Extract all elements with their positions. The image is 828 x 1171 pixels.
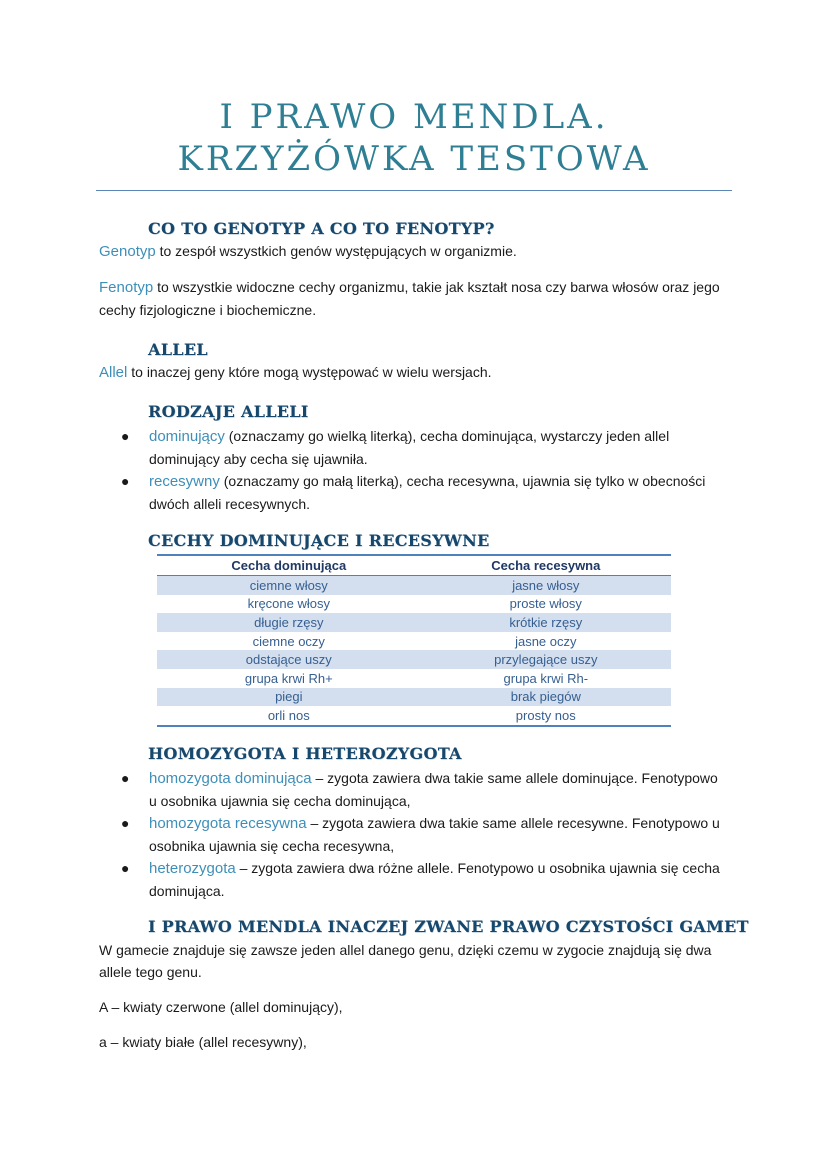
list-item-text: (oznaczamy go małą literką), cecha recesywna, ujawnia się tylko w obecności dwóch alleli recesywnych. bbox=[149, 473, 706, 512]
heading-rodzaje-alleli: RODZAJE ALLELI bbox=[148, 402, 309, 421]
table-cell: brak piegów bbox=[421, 688, 671, 707]
list-item-text: – zygota zawiera dwa takie same allele recesywne. Fenotypowo u osobnika ujawnia się cecha recesywna, bbox=[149, 815, 720, 854]
heading-homozygota: HOMOZYGOTA I HETEROZYGOTA bbox=[148, 744, 462, 763]
bullet-icon: ● bbox=[121, 860, 130, 876]
heading-allel: ALLEL bbox=[148, 340, 208, 359]
column-header-dominant: Cecha dominująca bbox=[157, 555, 421, 576]
list-item bbox=[121, 470, 706, 515]
genotyp-text: to zespół wszystkich genów występujących w organizmie. bbox=[155, 243, 517, 259]
list-item-text: – zygota zawiera dwa takie same allele dominujące. Fenotypowo u osobnika ujawnia się cecha dominująca, bbox=[149, 770, 718, 809]
term-homozygota-dominujaca: homozygota dominująca bbox=[149, 770, 312, 787]
table-row bbox=[157, 576, 671, 595]
zygote-types-list bbox=[121, 767, 726, 902]
allel-text: to inaczej geny które mogą występować w wielu wersjach. bbox=[127, 364, 492, 380]
law-paragraph: W gamecie znajduje się zawsze jeden allel danego genu, dzięki czemu w zygocie znajdują się dwa allele tego genu. bbox=[99, 942, 712, 980]
table-cell: proste włosy bbox=[509, 596, 582, 612]
table-row bbox=[157, 613, 671, 632]
table-row bbox=[157, 595, 671, 614]
table-cell: ciemne włosy bbox=[157, 576, 421, 595]
table-cell: prosty nos bbox=[515, 707, 576, 723]
term-allel: Allel bbox=[99, 364, 128, 381]
list-item bbox=[121, 425, 706, 470]
table-row bbox=[157, 706, 671, 726]
title-line-2: KRZYŻÓWKA TESTOWA bbox=[177, 139, 651, 179]
table-cell: grupa krwi Rh- bbox=[503, 670, 589, 686]
table-cell: przylegające uszy bbox=[421, 650, 671, 669]
heading-prawo-mendla: I PRAWO MENDLA INACZEJ ZWANE PRAWO CZYSTOŚCI GAMET bbox=[148, 917, 749, 936]
table-row bbox=[157, 650, 671, 669]
page-title bbox=[96, 96, 732, 180]
allele-A-line: A – kwiaty czerwone (allel dominujący), bbox=[99, 999, 343, 1015]
list-item-text: (oznaczamy go wielką literką), cecha dominująca, wystarczy jeden allel dominujący aby cecha się ujawniła. bbox=[149, 428, 670, 467]
genotyp-definition bbox=[99, 240, 739, 263]
table-header-row bbox=[157, 555, 671, 576]
table-cell: jasne włosy bbox=[421, 576, 671, 595]
term-homozygota-recesywna: homozygota recesywna bbox=[149, 815, 307, 832]
term-dominujacy: dominujący bbox=[149, 428, 225, 445]
table-cell: ciemne oczy bbox=[252, 633, 325, 649]
title-divider bbox=[96, 190, 732, 191]
term-heterozygota: heterozygota bbox=[149, 860, 236, 877]
bullet-icon: ● bbox=[121, 473, 130, 489]
bullet-icon: ● bbox=[121, 770, 130, 786]
table-cell: grupa krwi Rh+ bbox=[244, 670, 333, 686]
heading-genotyp-fenotyp: CO TO GENOTYP A CO TO FENOTYP? bbox=[148, 219, 495, 238]
table-cell: piegi bbox=[157, 688, 421, 707]
bullet-icon: ● bbox=[121, 428, 130, 444]
term-fenotyp: Fenotyp bbox=[99, 279, 154, 296]
fenotyp-definition bbox=[99, 276, 734, 321]
term-genotyp: Genotyp bbox=[99, 243, 156, 260]
allele-types-list bbox=[121, 425, 706, 515]
table-cell: orli nos bbox=[267, 707, 310, 723]
table-row bbox=[157, 669, 671, 688]
bullet-icon: ● bbox=[121, 815, 130, 831]
list-item-text: – zygota zawiera dwa różne allele. Fenotypowo u osobnika ujawnia się cecha dominująca. bbox=[149, 860, 720, 899]
title-line-1: I PRAWO MENDLA. bbox=[219, 97, 609, 137]
list-item bbox=[121, 767, 726, 812]
fenotyp-text: to wszystkie widoczne cechy organizmu, takie jak kształt nosa czy barwa włosów oraz jego cechy fizjologiczne i biochemiczne. bbox=[99, 279, 720, 318]
list-item bbox=[121, 857, 726, 902]
table-cell: odstające uszy bbox=[157, 650, 421, 669]
table-row bbox=[157, 632, 671, 651]
list-item bbox=[121, 812, 726, 857]
heading-cechy: CECHY DOMINUJĄCE I RECESYWNE bbox=[148, 531, 490, 550]
table-cell: długie rzęsy bbox=[157, 613, 421, 632]
table-cell: kręcone włosy bbox=[247, 596, 330, 612]
column-header-recessive: Cecha recesywna bbox=[421, 555, 671, 576]
table-cell: krótkie rzęsy bbox=[421, 613, 671, 632]
allel-definition bbox=[99, 361, 739, 384]
term-recesywny: recesywny bbox=[149, 473, 220, 490]
table-cell: jasne oczy bbox=[515, 633, 577, 649]
allele-a-line: a – kwiaty białe (allel recesywny), bbox=[99, 1034, 307, 1050]
table-row bbox=[157, 688, 671, 707]
traits-table bbox=[157, 554, 671, 727]
